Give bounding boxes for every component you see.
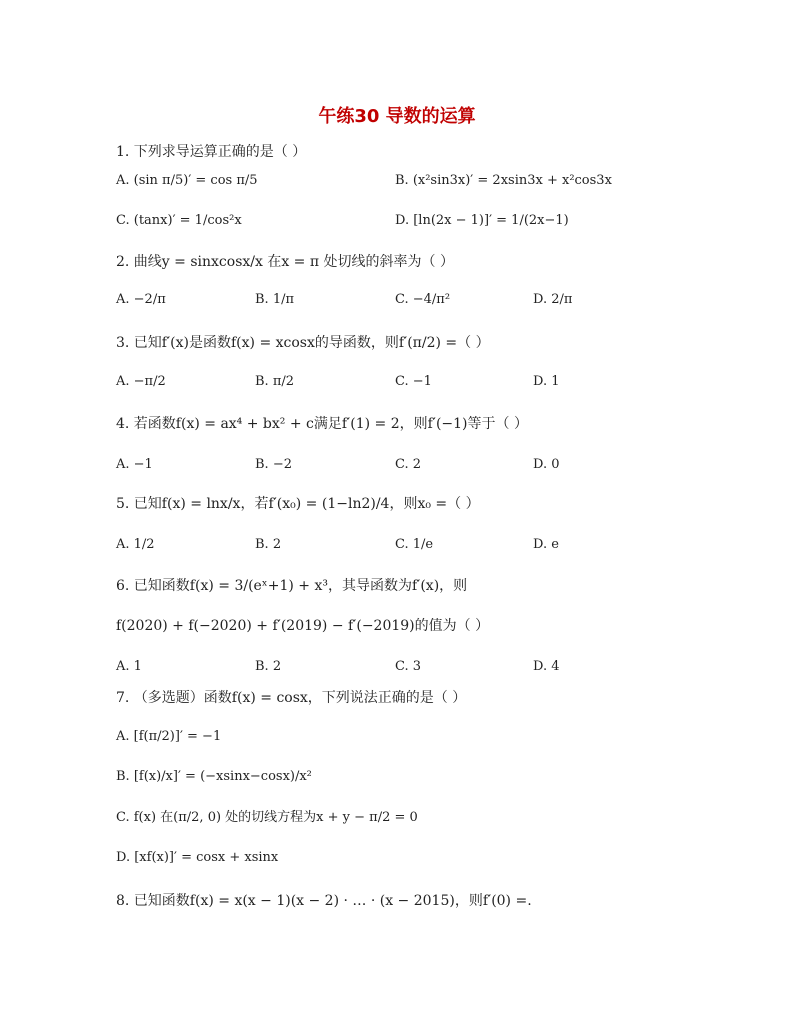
question-8-stem: 8. 已知函数f(x) = x(x − 1)(x − 2) · … · (x − 2015)，则f′(0) =.	[116, 893, 532, 909]
question-6-stem: 6. 已知函数f(x) = 3/(eˣ+1) + x³，其导函数为f′(x)，则	[116, 578, 468, 594]
question-2-option-a: A. −2/π	[116, 292, 166, 307]
question-2-option-c: C. −4/π²	[395, 292, 451, 307]
question-6-option-c: C. 3	[395, 659, 422, 674]
question-4-option-b: B. −2	[255, 457, 292, 472]
question-5-option-d: D. e	[533, 537, 559, 552]
question-3-option-c: C. −1	[395, 374, 432, 389]
question-5-option-b: B. 2	[255, 537, 282, 552]
question-4-option-a: A. −1	[116, 457, 153, 472]
question-7-stem: 7. （多选题）函数f(x) = cosx，下列说法正确的是（ ）	[116, 690, 467, 706]
question-1-option-b: B. (x²sin3x)′ = 2xsin3x + x²cos3x	[395, 173, 612, 188]
question-3-stem: 3. 已知f′(x)是函数f(x) = xcosx的导函数，则f′(π/2) =（ ）	[116, 335, 490, 351]
question-3-option-a: A. −π/2	[116, 374, 166, 389]
question-3-option-b: B. π/2	[255, 374, 295, 389]
question-5-option-a: A. 1/2	[116, 537, 155, 552]
question-2-option-d: D. 2/π	[533, 292, 573, 307]
question-1-option-a: A. (sin π/5)′ = cos π/5	[116, 173, 258, 188]
question-4-option-c: C. 2	[395, 457, 422, 472]
question-7-option-a: A. [f(π/2)]′ = −1	[116, 729, 222, 744]
question-7-option-b: B. [f(x)/x]′ = (−xsinx−cosx)/x²	[116, 769, 312, 784]
question-5-stem: 5. 已知f(x) = lnx/x，若f′(x₀) = (1−ln2)/4，则x₀ =（ ）	[116, 496, 480, 512]
question-2-stem: 2. 曲线y = sinxcosx/x 在x = π 处切线的斜率为（ ）	[116, 254, 454, 270]
question-3-option-d: D. 1	[533, 374, 560, 389]
page-title: 午练30 导数的运算	[318, 106, 476, 127]
question-2-option-b: B. 1/π	[255, 292, 295, 307]
question-1-stem: 1. 下列求导运算正确的是（ ）	[116, 144, 307, 160]
question-6-option-b: B. 2	[255, 659, 282, 674]
question-6-stem-continued: f(2020) + f(−2020) + f′(2019) − f′(−2019)的值为（ ）	[116, 618, 490, 634]
question-7-option-c: C. f(x) 在(π/2, 0) 处的切线方程为x + y − π/2 = 0	[116, 810, 418, 825]
question-4-option-d: D. 0	[533, 457, 560, 472]
question-5-option-c: C. 1/e	[395, 537, 434, 552]
question-4-stem: 4. 若函数f(x) = ax⁴ + bx² + c满足f′(1) = 2，则f′(−1)等于（ ）	[116, 416, 528, 432]
question-6-option-a: A. 1	[116, 659, 142, 674]
question-1-option-c: C. (tanx)′ = 1/cos²x	[116, 213, 242, 228]
question-7-option-d: D. [xf(x)]′ = cosx + xsinx	[116, 850, 279, 865]
question-6-option-d: D. 4	[533, 659, 560, 674]
question-1-option-d: D. [ln(2x − 1)]′ = 1/(2x−1)	[395, 213, 569, 228]
